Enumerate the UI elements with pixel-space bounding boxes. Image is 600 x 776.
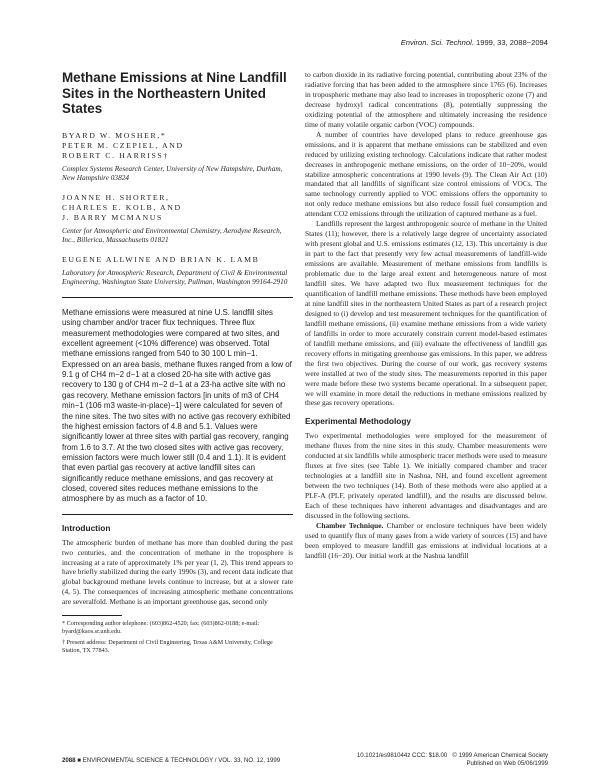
footnote-rule xyxy=(62,615,122,616)
right-column xyxy=(305,70,547,561)
footer-left: 2088 ■ ENVIRONMENTAL SCIENCE & TECHNOLOGY / VOL. 33, NO. 12, 1999 xyxy=(62,757,281,764)
abstract-bottom-rule xyxy=(62,514,293,515)
methodology-heading: Experimental Methodology xyxy=(305,416,412,427)
author-line: J. BARRY MCMANUS xyxy=(62,212,163,222)
author-line: CHARLES E. KOLB, AND xyxy=(62,202,182,212)
body-paragraph: to carbon dioxide in its radiative forcing potential, contributing about 23% of the radiative forcing that has been added to the atmosphere since 1765 (6). Increases in tropospheric methane may also lead to increases in tropospheric ozone (7) and decrease hydroxyl radical concentrations (8), potentially suppressing the oxidizing potential of the atmosphere and ultimately increasing the residence time of many volatile organic carbon (VOC) compounds. xyxy=(305,70,547,129)
author-group-1 xyxy=(62,131,293,183)
author-line: BYARD W. MOSHER,* xyxy=(62,130,167,140)
author-line: EUGENE ALLWINE AND BRIAN K. LAMB xyxy=(62,254,260,264)
paragraph-text: Chamber or enclosure techniques have been widely used to quantify flux of many gases from a wide variety of sources (15) and have been employed to measure landfill gas emissions at individual locations at a landfill (16−20). Our initial work at the Nashua landfill xyxy=(305,520,548,560)
author-line: JOANNE H. SHORTER, xyxy=(62,192,170,202)
affiliation: Laboratory for Atmospheric Research, Department of Civil & Environmental Engineering, Washington State University, Pullman, Washington 99164-2910 xyxy=(62,267,288,287)
author-line: ROBERT C. HARRISS† xyxy=(62,150,169,160)
page-number: 2088 xyxy=(62,757,76,764)
doi: 10.1021/es981044z CCC: $18.00 xyxy=(356,752,448,759)
footer-journal: ENVIRONMENTAL SCIENCE & TECHNOLOGY / VOL. 33, NO. 12, 1999 xyxy=(82,757,281,764)
run-in-heading: Chamber Technique. xyxy=(316,520,384,530)
article-title: Methane Emissions at Nine Landfill Sites in the Northeastern United States xyxy=(62,70,287,116)
body-paragraph xyxy=(305,521,547,561)
introduction-paragraph: The atmospheric burden of methane has more than doubled during the past two centuries, and the concentration of methane in the troposphere is increasing at a rate of approximately 1% per year (1, 2). This trend appears to have briefly stabilized during the early 1990s (3), and recent data indicate that global background methane levels continue to increase, but at a slower rate (4, 5). The consequences of increasing atmospheric methane concentrations are severalfold. Methane is an important greenhouse gas, second only xyxy=(62,537,293,607)
body-paragraph: A number of countries have developed plans to reduce greenhouse gas emissions, and it is apparent that methane emissions can be stabilized and even reduced by utilizing existing technology. Calculations indicate that rather modest decreases in anthropogenic methane emissions, on the order of 10−20%, would stabilize atmospheric concentrations at 1990 levels (9). The Clean Air Act (10) mandated that all landfills of significant size control emissions of VOCs. The same technology currently applied to VOC emissions offers the opportunity to not only reduce methane emissions but also reduce fossil fuel consumption and attendant CO2 emissions through the utilization of captured methane as a fuel. xyxy=(305,129,547,219)
footer-right xyxy=(357,752,548,767)
footnote-address: † Present address: Department of Civil Engineering, Texas A&M University, College Station, TX 77843. xyxy=(62,638,273,654)
body-paragraph: Two experimental methodologies were employed for the measurement of methane fluxes from the nine sites in this study. Chamber measurements were conducted at six landfills while atmospheric tracer methods were used to measure fluxes at five sites (see Table 1). We initially compared chamber and tracer technologies at a landfill site in Nashua, NH, and found excellent agreement between the two techniques (14). Both of these methods were also applied at a PLF-A (PLF, privately operated landfill), and the results are discussed below. Each of these techniques have inherent advantages and disadvantages and are discussed in the following sections. xyxy=(305,431,547,521)
abstract-top-rule xyxy=(62,297,293,298)
published-date: Published on Web 05/06/1999 xyxy=(466,759,548,767)
copyright: © 1999 American Chemical Society xyxy=(452,752,548,759)
body-paragraph: Landfills represent the largest anthropogenic source of methane in the United States (11); however, there is a relatively large degree of uncertainty associated with present global and U.S. emissions estimates (12, 13). This uncertainty is due in part to the fact that presently very few actual measurements of landfill-wide emissions are available. Measurement of methane emissions from landfills is problematic due to the large areal extent and heterogeneous nature of most landfill sites. We have adapted two flux measurement techniques for the quantification of landfill methane emissions. These methods have been employed at nine landfill sites in the northeastern United States as part of a research project designed to (i) develop and test measurement techniques for the quantification of landfill methane emissions, (ii) examine methane emissions from a wide variety of landfills in order to more accurately constrain current model-based estimates of landfill methane emissions, and (iii) evaluate the effectiveness of landfill gas recovery efforts in mitigating greenhouse gas emissions. In this paper, we address the first two objectives. During the course of our work, gas recovery systems were installed at two of the study sites. The measurements reported in this paper were made before these two systems became operational. In a subsequent paper, we will examine in more detail the reductions in methane emissions realized by these gas recovery operations. xyxy=(305,219,547,408)
footnote-corresponding: * Corresponding author telephone: (603)862-4520; fax: (603)862-0188; e-mail: byard@kaos.sr.unh.edu. xyxy=(62,620,260,636)
author-group-2 xyxy=(62,193,293,245)
running-header xyxy=(0,38,548,47)
introduction-heading: Introduction xyxy=(62,522,111,533)
affiliation: Complex Systems Research Center, University of New Hampshire, Durham, New Hampshire 03824 xyxy=(62,163,283,183)
author-line: PETER M. CZEPIEL, AND xyxy=(62,140,184,150)
left-column xyxy=(62,70,293,657)
abstract: Methane emissions were measured at nine U.S. landfill sites using chamber and/or tracer flux techniques. Three flux measurement methodologies were compared at two sites, and excellent agreement (<10% difference) was observed. Total methane emissions ranged from 540 to 30 100 L min−1. Expressed on an area basis, methane fluxes ranged from a low of 9.1 g of CH4 m−2 d−1 at a closed 20-ha site with active gas recovery to 130 g of CH4 m−2 d−1 at a 23-ha active site with no gas recovery. Methane emission factors [in units of m3 of CH4 min−1 (106 m3 waste-in-place)−1] were calculated for seven of the nine sites. The two sites with no active gas recovery exhibited the highest emission factors of 4.8 and 5.1. Values were significantly lower at three sites with partial gas recovery, ranging from 1.6 to 3.7. At the two closed sites with active gas recovery, emission factors were much lower still (0.4 and 1.1). It is evident that even partial gas recovery at active landfill sites can significantly reduce methane emissions, and gas recovery at closed, covered sites reduces methane emissions to the atmosphere by as much as a factor of 10. xyxy=(62,308,292,504)
author-group-3 xyxy=(62,255,293,287)
journal-name: Environ. Sci. Technol. xyxy=(400,38,474,47)
affiliation: Center for Atmospheric and Environmental Chemistry, Aerodyne Research, Inc., Billerica, Massachusetts 01821 xyxy=(62,225,282,245)
citation: 1999, 33, 2088−2094 xyxy=(476,38,548,47)
